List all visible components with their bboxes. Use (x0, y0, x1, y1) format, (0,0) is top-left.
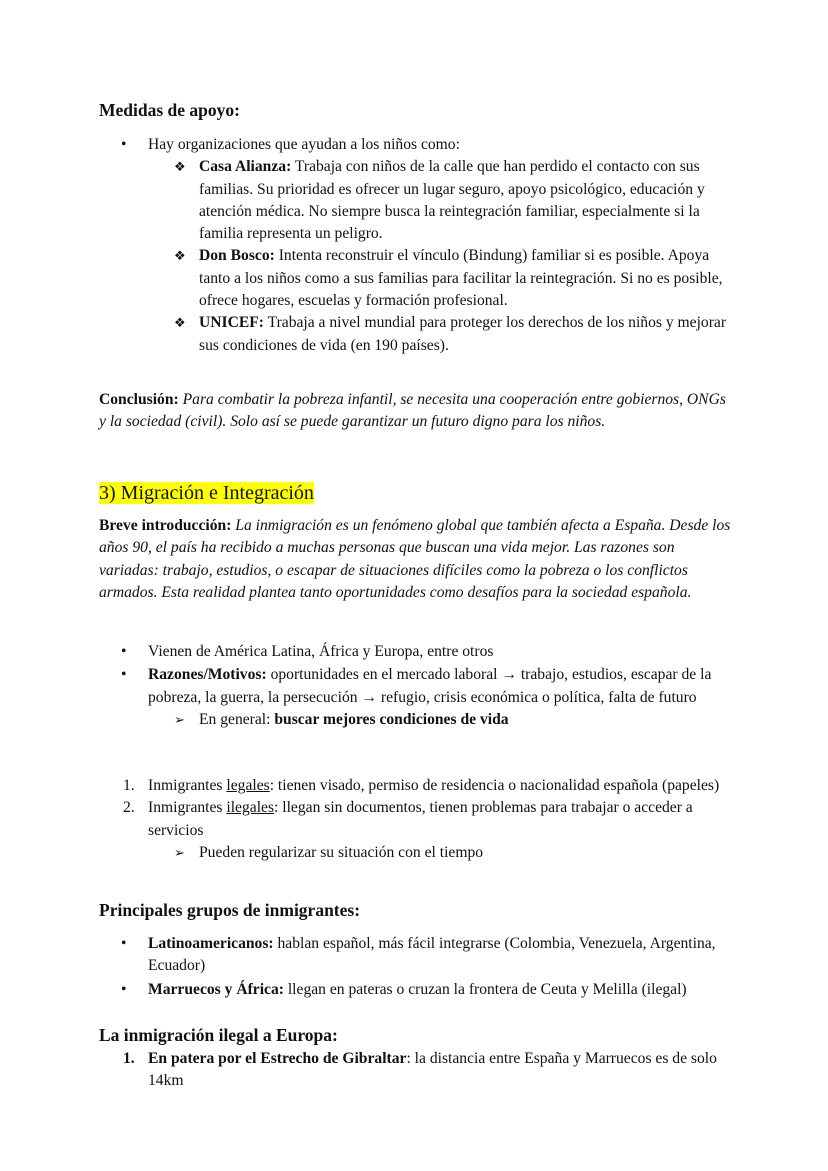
sub-item (99, 842, 731, 864)
intro-label: Breve introducción: (99, 517, 232, 534)
section-heading: Medidas de apoyo: (99, 100, 240, 120)
number-marker: 1. (123, 1050, 135, 1067)
list-text: Inmigrantes (148, 777, 227, 794)
sub-item (99, 709, 731, 731)
org-text: Trabaja a nivel mundial para proteger los derechos de los niños y mejorar sus condiciones de vida (en 190 países). (199, 314, 727, 354)
list-label: Marruecos y África: (148, 980, 284, 998)
list-text: Hay organizaciones que ayudan a los niños como: (148, 136, 460, 153)
list-label: Razones/Motivos: (148, 666, 267, 684)
arrow-bullet-icon: ➢ (174, 844, 185, 860)
list-text: oportunidades en el mercado laboral → trabajo, estudios, escapar de la pobreza, la guerra, la persecución → refugio, crisis económica o política, falta de futuro (148, 666, 712, 706)
conclusion-text: Para combatir la pobreza infantil, se necesita una cooperación entre gobiernos, ONGs y la sociedad (civil). Solo así se puede garantizar un futuro digno para los niños. (99, 391, 726, 431)
bullet-icon: • (121, 136, 127, 153)
number-marker: 1. (123, 777, 135, 794)
arrow-bullet-icon: ➢ (174, 711, 185, 727)
list-item (99, 979, 731, 1001)
list-text: hablan español, más fácil integrarse (Colombia, Venezuela, Argentina, Ecuador) (148, 935, 716, 975)
list-text: : llegan sin documentos, tienen problemas para trabajar o acceder a servicios (148, 799, 693, 839)
diamond-bullet-icon: ❖ (174, 315, 186, 331)
diamond-bullet-icon: ❖ (174, 159, 186, 175)
medidas-section (99, 98, 731, 122)
list-label: En patera por el Estrecho de Gibraltar (148, 1050, 407, 1067)
org-text: Trabaja con niños de la calle que han perdido el contacto con sus familias. Su prioridad es ofrecer un lugar seguro, apoyo psicológico, educación y atención médica. No siempre busca la reintegración familiar, especialmente si la familia representa un peligro. (199, 158, 705, 243)
ilegal-heading-block (99, 1023, 731, 1047)
underlined-term: ilegales (226, 799, 275, 817)
list-item (99, 1048, 731, 1093)
section-heading: La inmigración ilegal a Europa: (99, 1025, 338, 1045)
list-text: En general: (199, 710, 275, 728)
bullet-icon: • (121, 980, 127, 998)
list-text: llegan en pateras o cruzan la frontera de Ceuta y Melilla (ilegal) (283, 980, 687, 998)
conclusion (99, 389, 731, 434)
underlined-term: legales (226, 777, 270, 794)
bullet-icon: • (121, 643, 127, 660)
list-text: Inmigrantes (148, 799, 227, 817)
org-item-unicef (99, 312, 731, 357)
list-text: : la distancia entre España y Marruecos es de solo 14km (148, 1050, 717, 1090)
org-list (99, 134, 731, 357)
org-name: Casa Alianza: (199, 158, 292, 176)
grupos-list (99, 933, 731, 1001)
bullet-icon: • (121, 666, 127, 684)
grupos-heading-block (99, 898, 731, 922)
section-title (99, 480, 731, 506)
list-item (99, 664, 731, 709)
org-item-casa-alianza (99, 156, 731, 245)
bullet-icon: • (121, 935, 127, 952)
list-item (99, 775, 731, 797)
section-heading: Principales grupos de inmigrantes: (99, 900, 361, 920)
ilegal-list (99, 1048, 731, 1093)
org-name: Don Bosco: (199, 247, 275, 265)
org-item-don-bosco (99, 245, 731, 312)
org-name: UNICEF: (199, 314, 264, 332)
list-text: Vienen de América Latina, África y Europa, entre otros (148, 643, 494, 660)
list-text: : tienen visado, permiso de residencia o nacionalidad española (papeles) (269, 777, 720, 794)
list-label: Latinoamericanos: (148, 935, 274, 952)
list-text: Pueden regularizar su situación con el tiempo (199, 843, 484, 861)
list-item (99, 933, 731, 978)
number-marker: 2. (123, 799, 135, 817)
intro-text: La inmigración es un fenómeno global que también afecta a España. Desde los años 90, el país ha recibido a muchas personas que buscan una vida mejor. Las razones son variadas: trabajo, estudios, o escapar de situaciones difíciles como la pobreza o los conflictos armados. Esta realidad plantea tanto oportunidades como desafíos para la sociedad española. (99, 517, 731, 601)
diamond-bullet-icon: ❖ (174, 248, 186, 264)
intro-paragraph (99, 515, 731, 604)
reasons-list (99, 641, 731, 731)
conclusion-label: Conclusión: (99, 391, 179, 408)
highlighted-heading: 3) Migración e Integración (99, 482, 314, 504)
list-item (99, 641, 731, 663)
org-text: Intenta reconstruir el vínculo (Bindung) familiar si es posible. Apoya tanto a los niños como a sus familias para facilitar la reintegración. Si no es posible, ofrece hogares, escuelas y formación profesional. (199, 247, 723, 310)
numbered-list (99, 775, 731, 864)
list-item (99, 797, 731, 842)
list-item (99, 134, 731, 156)
list-bold: buscar mejores condiciones de vida (274, 710, 509, 728)
